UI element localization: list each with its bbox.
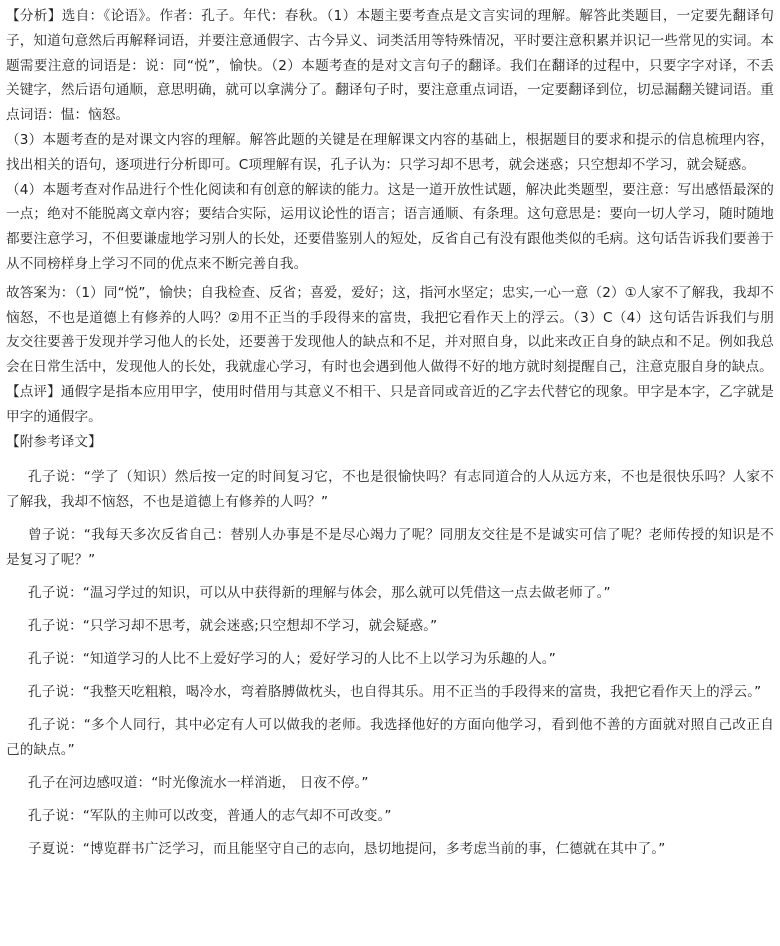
translation-line: 曾子说：“我每天多次反省自己：替别人办事是不是尽心竭力了呢？同朋友交往是不是诚实可信了呢？老师传授的知识是不是复习了呢？” — [6, 527, 774, 569]
answer-paragraph: 故答案为：（1）同“悦”，愉快；自我检查、反省；喜爱，爱好；这，指河水坚定；忠实,一心一意（2）①人家不了解我，我却不恼怒，不也是道德上有修养的人吗？②用不正当的手段得来的富贵，我把它看作天上的浮云。（3）C（4）这句话告诉我们与朋友交往要善于发现并学习他人的长处，还要善于发现他人的缺点和不足，并对照自身，以此来改正自身的缺点和不足。例如我总会在日常生活中，发现他人的长处，我就虚心学习，有时也会遇到他人做得不好的地方就时刻提醒自己，注意克服自身的缺点。 — [6, 284, 774, 376]
translation-line: 孔子说：“温习学过的知识，可以从中获得新的理解与体会，那么就可以凭借这一点去做老师了。” — [28, 585, 611, 602]
translation-line: 孔子说：“我整天吃粗粮，喝冷水，弯着胳膊做枕头，也自得其乐。用不正当的手段得来的富贵，我把它看作天上的浮云。” — [28, 684, 762, 701]
translation-line: 孔子说：“军队的主帅可以改变，普通人的志气却不可改变。” — [28, 808, 392, 825]
translation-line: 孔子说：“只学习却不思考，就会迷惑;只空想却不学习，就会疑惑。” — [28, 618, 438, 635]
analysis-paragraph: 【分析】选自：《论语》。作者：孔子。年代：春秋。（1）本题主要考查点是文言实词的理解。解答此类题目，一定要先翻译句子，知道句意然后再解释词语，并要注意通假字、古今异义、词类活用等特殊情况，平时要注意积累并识记一些常见的实词。本题需要注意的词语是：说：同“悦”，愉快。（2）本题考查的是对文言句子的翻译。我们在翻译的过程中，只要字字对译，不丢关键字，然后语句通顺，意思明确，就可以拿满分了。翻译句子时，要注意重点词语，一定要翻译到位，切忌漏翻关键词语。重点词语：愠：恼怒。 — [6, 8, 774, 124]
translation-line: 孔子在河边感叹道：“时光像流水一样消逝， 日夜不停。” — [28, 775, 369, 792]
translation-line: 孔子说：“知道学习的人比不上爱好学习的人；爱好学习的人比不上以学习为乐趣的人。” — [28, 651, 556, 668]
translation-line: 孔子说：“学了（知识）然后按一定的时间复习它，不也是很愉快吗？有志同道合的人从远方来，不也是很快乐吗？人家不了解我，我却不恼怒，不也是道德上有修养的人吗？” — [6, 469, 774, 511]
translation-header: 【附参考译文】 — [6, 433, 102, 450]
translation-line: 子夏说：“博览群书广泛学习，而且能坚守自己的志向，恳切地提问，多考虑当前的事，仁德就在其中了。” — [28, 841, 666, 858]
analysis-point-4: （4）本题考查对作品进行个性化阅读和有创意的解读的能力。这是一道开放性试题，解决此类题型，要注意：写出感悟最深的一点；绝对不能脱离文章内容；要结合实际，运用议论性的语言；语言通顺、有条理。这句意思是：要向一切人学习，随时随地都要注意学习，不但要谦虚地学习别人的长处，还要借鉴别人的短处，反省自己有没有跟他类似的毛病。这句话告诉我们要善于从不同榜样身上学习不同的优点来不断完善自我。 — [6, 181, 774, 272]
analysis-point-3: （3）本题考查的是对课文内容的理解。解答此题的关键是在理解课文内容的基础上，根据题目的要求和提示的信息梳理内容，找出相关的语句，逐项进行分析即可。C项理解有误，孔子认为：只学习却不思考，就会迷惑；只空想却不学习，就会疑惑。 — [6, 131, 774, 173]
translation-line: 孔子说：“多个人同行，其中必定有人可以做我的老师。我选择他好的方面向他学习，看到他不善的方面就对照自己改正自己的缺点。” — [6, 717, 774, 759]
comment-paragraph: 【点评】通假字是指本应用甲字，使用时借用与其意义不相干、只是音同或音近的乙字去代替它的现象。甲字是本字，乙字就是甲字的通假字。 — [6, 383, 774, 425]
